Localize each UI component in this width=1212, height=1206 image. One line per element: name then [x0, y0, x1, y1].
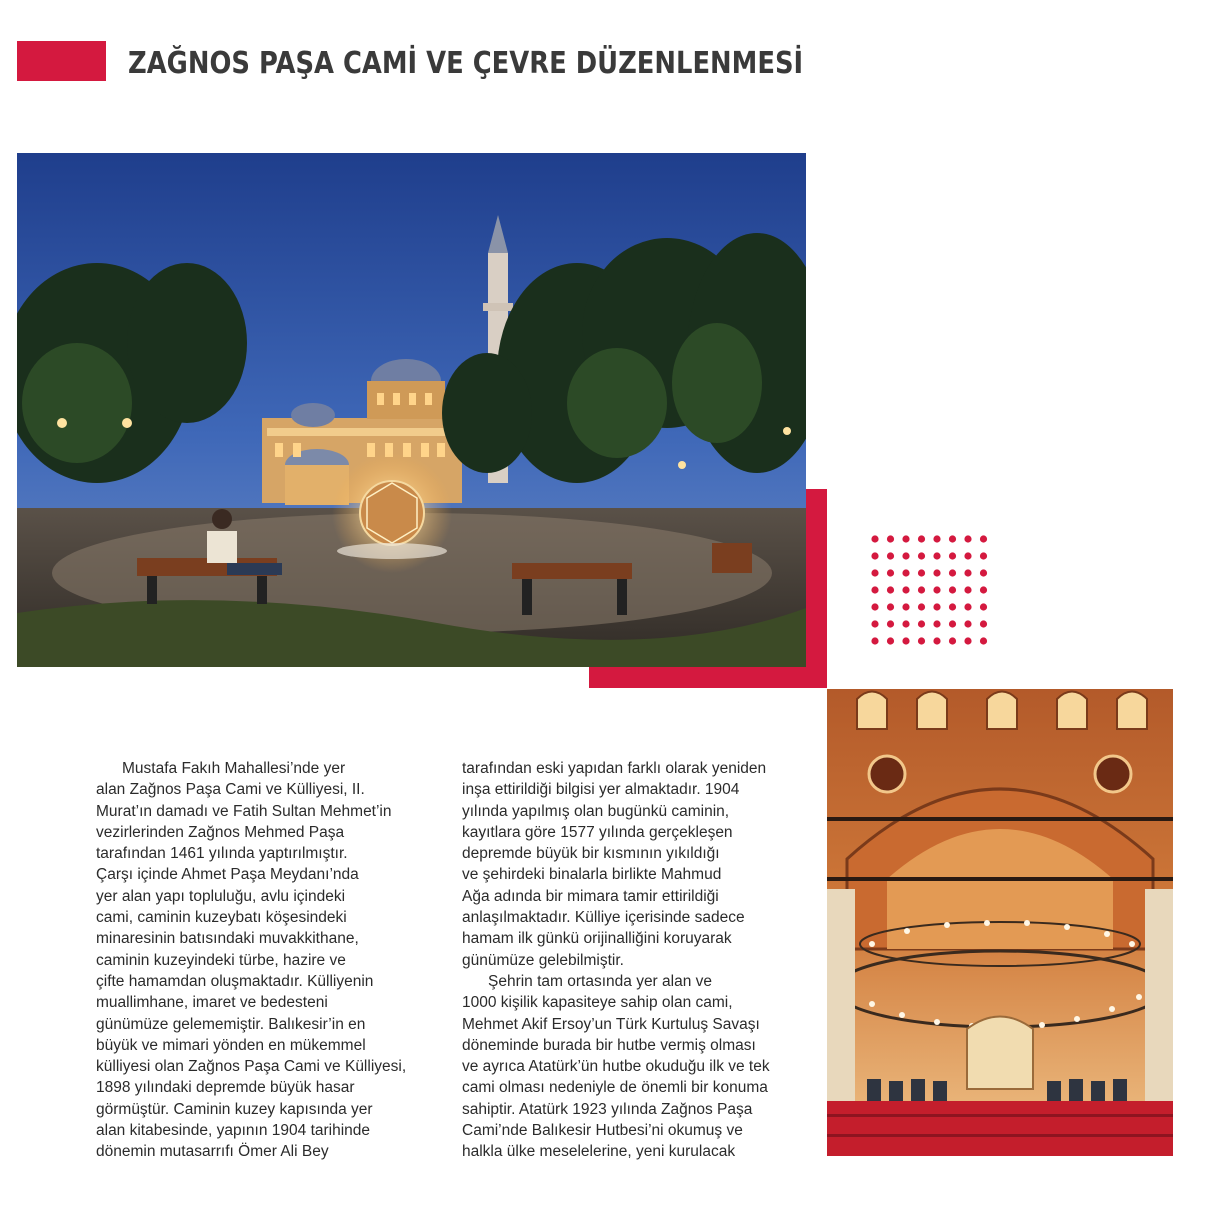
body-text-left-column [96, 758, 446, 1163]
text-line: 1000 kişilik kapasiteye sahip olan cami, [462, 994, 733, 1012]
text-line: görmüştür. Caminin kuzey kapısında yer [96, 1100, 373, 1118]
dot [887, 569, 894, 576]
dot [964, 603, 971, 610]
dot [887, 586, 894, 593]
text-line: günümüze gelememiştir. Balıkesir’in en [96, 1015, 366, 1033]
dot [871, 586, 878, 593]
text-line: cami, caminin kuzeybatı köşesindeki [96, 909, 347, 927]
body-text-right-column [462, 758, 812, 1163]
text-line: Mehmet Akif Ersoy’un Türk Kurtuluş Savaşı [462, 1015, 760, 1033]
dot [949, 586, 956, 593]
text-line: alan kitabesinde, yapının 1904 tarihinde [96, 1122, 371, 1140]
dot [902, 535, 909, 542]
dot [980, 637, 987, 644]
dot [902, 637, 909, 644]
text-line: döneminde burada bir hutbe vermiş olması [462, 1036, 756, 1054]
dot [887, 603, 894, 610]
text-line: kayıtlara göre 1577 yılında gerçekleşen [462, 823, 733, 841]
dot [902, 569, 909, 576]
text-line: anlaşılmaktadır. Külliye içerisinde sadece [462, 909, 745, 927]
dot [933, 535, 940, 542]
text-line: yılında yapılmış olan bugünkü caminin, [462, 802, 730, 820]
text-line: Murat’ın damadı ve Fatih Sultan Mehmet’in [96, 802, 392, 820]
text-line: yer alan yapı topluluğu, avlu içindeki [96, 887, 346, 905]
dot [949, 552, 956, 559]
text-line: vezirlerinden Zağnos Mehmed Paşa [96, 823, 345, 841]
dot [871, 603, 878, 610]
dot [871, 620, 878, 627]
text-line: hamam ilk günkü orijinalliğini koruyarak [462, 930, 732, 948]
text-line: minaresinin batısındaki muvakkithane, [96, 930, 359, 948]
text-line: dönemin mutasarrıfı Ömer Ali Bey [96, 1143, 329, 1161]
dot [980, 620, 987, 627]
dot [871, 569, 878, 576]
text-line: depremde büyük bir kısmının yıkıldığı [462, 845, 720, 863]
text-line: sahiptir. Atatürk 1923 yılında Zağnos Paşa [462, 1100, 753, 1118]
text-line: muallimhane, imaret ve bedesteni [96, 994, 328, 1012]
dot [964, 535, 971, 542]
dot [918, 535, 925, 542]
text-line: cami olması nedeniyle de önemli bir konuma [462, 1079, 768, 1097]
dot [949, 535, 956, 542]
text-line: inşa ettirildiği bilgisi yer almaktadır. 1904 [462, 781, 740, 799]
red-dot-grid [869, 533, 991, 647]
dot [933, 586, 940, 593]
dot [918, 620, 925, 627]
dot [902, 586, 909, 593]
dot [964, 586, 971, 593]
text-line: büyük ve mimari yönden en mükemmel [96, 1036, 366, 1054]
dot [918, 637, 925, 644]
text-line: Ağa adında bir mimara tamir ettirildiği [462, 887, 719, 905]
text-line: Cami’nde Balıkesir Hutbesi’ni okumuş ve [462, 1122, 743, 1140]
dot [980, 535, 987, 542]
page-title: ZAĞNOS PAŞA CAMİ VE ÇEVRE DÜZENLENMESİ [128, 46, 804, 81]
dot [933, 603, 940, 610]
title-accent-bar [17, 41, 106, 81]
text-line: 1898 yılındaki depremde büyük hasar [96, 1079, 355, 1097]
text-line: ve şehirdeki binalarla birlikte Mahmud [462, 866, 722, 884]
dot [964, 569, 971, 576]
dot [933, 569, 940, 576]
dot [933, 637, 940, 644]
dot [980, 603, 987, 610]
dot [949, 620, 956, 627]
text-line: Mustafa Fakıh Mahallesi’nde yer [122, 760, 346, 777]
dot [918, 552, 925, 559]
dot [980, 586, 987, 593]
dot [871, 637, 878, 644]
text-line: çifte hamamdan oluşmaktadır. Külliyenin [96, 972, 374, 990]
text-line: caminin kuzeyindeki türbe, hazire ve [96, 951, 346, 969]
text-line: günümüze gelebilmiştir. [462, 951, 624, 969]
dot [949, 569, 956, 576]
dot [871, 535, 878, 542]
dot [933, 552, 940, 559]
dot [918, 569, 925, 576]
dot [887, 535, 894, 542]
text-line: tarafından eski yapıdan farklı olarak yeniden [462, 760, 767, 777]
text-line: alan Zağnos Paşa Cami ve Külliyesi, II. [96, 781, 365, 799]
dot [902, 552, 909, 559]
dot [887, 637, 894, 644]
text-line: halkla ülke meselelerine, yeni kurulacak [462, 1143, 736, 1161]
dot [949, 603, 956, 610]
mosque-exterior-night-photo [17, 153, 806, 667]
text-line: Çarşı içinde Ahmet Paşa Meydanı’nda [96, 866, 359, 884]
dot [887, 552, 894, 559]
mosque-interior-photo [827, 689, 1173, 1156]
dot [933, 620, 940, 627]
dot [871, 552, 878, 559]
text-line: külliyesi olan Zağnos Paşa Cami ve Külliyesi, [96, 1058, 407, 1076]
dot [964, 552, 971, 559]
dot [902, 603, 909, 610]
dot [887, 620, 894, 627]
dot [964, 620, 971, 627]
dot [949, 637, 956, 644]
text-line: Şehrin tam ortasında yer alan ve [488, 972, 713, 990]
text-line: tarafından 1461 yılında yaptırılmıştır. [96, 845, 348, 863]
text-line: ve ayrıca Atatürk’ün hutbe okuduğu ilk ve tek [462, 1058, 770, 1076]
dot [980, 552, 987, 559]
dot [980, 569, 987, 576]
dot [964, 637, 971, 644]
dot [902, 620, 909, 627]
dot [918, 603, 925, 610]
dot [918, 586, 925, 593]
